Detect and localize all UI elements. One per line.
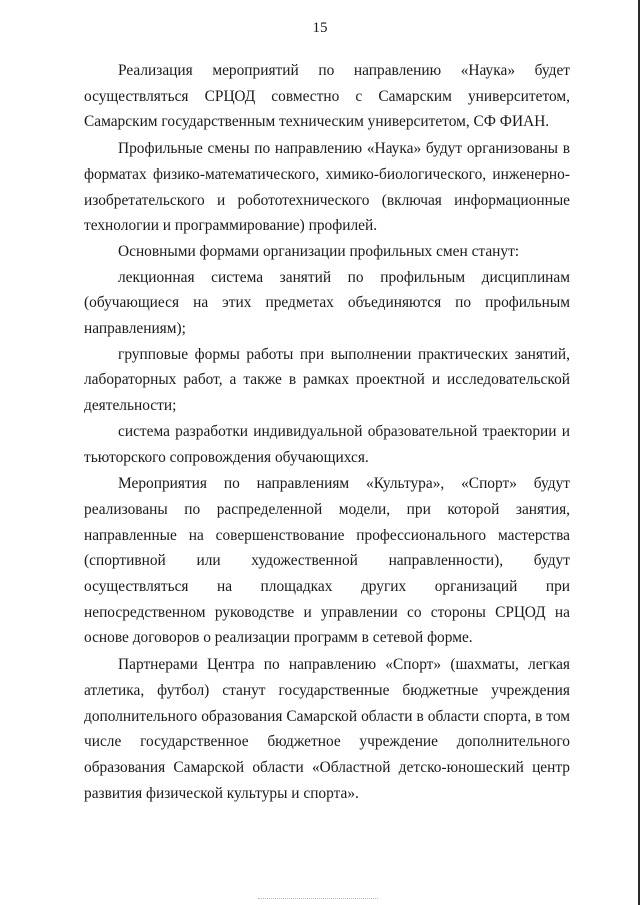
paragraph-forms-intro: Основными формами организации профильных смен станут: bbox=[118, 242, 520, 260]
scan-artifact bbox=[258, 898, 378, 901]
page-number: 15 bbox=[312, 20, 328, 36]
paragraph-sport-partners: Партнерами Центра по направлению «Спорт» (шахматы, легкая атлетика, футбол) станут государственные бюджетные учреждения дополнительного образования Самарской области в области спорта, в том числе государственное бюджетное учреждение дополнительного образования Самарской области «Областной детско-юношеский центр развития физической культуры и спорта». bbox=[84, 656, 570, 802]
paragraph-science-shifts: Профильные смены по направлению «Наука» будут организованы в форматах физико-математического, химико-биологического, инженерно-изобретательского и робототехнического (включая информационные технологии и программирование) профилей. bbox=[84, 140, 570, 235]
paragraph-lecture-system: лекционная система занятий по профильным дисциплинам (обучающиеся на этих предметах объединяются по профильным направлениям); bbox=[84, 268, 570, 338]
document-body bbox=[84, 58, 570, 806]
paragraph-tutoring: система разработки индивидуальной образовательной траектории и тьюторского сопровождения обучающихся. bbox=[84, 422, 570, 466]
paragraph-group-forms: групповые формы работы при выполнении практических занятий, лабораторных работ, а также в рамках проектной и исследовательской деятельности; bbox=[84, 345, 570, 415]
paragraph-science-implementation: Реализация мероприятий по направлению «Наука» будет осуществляться СРЦОД совместно с Самарским университетом, Самарским государственным техническим университетом, СФ ФИАН. bbox=[84, 62, 570, 131]
paragraph-culture-sport: Мероприятия по направлениям «Культура», «Спорт» будут реализованы по распределенной модели, при которой занятия, направленные на совершенствование профессионального мастерства (спортивной или художественной направленности), будут осуществляться на площадках других организаций при непосредственном руководстве и управлении со стороны СРЦОД на основе договоров о реализации программ в сетевой форме. bbox=[84, 475, 570, 647]
